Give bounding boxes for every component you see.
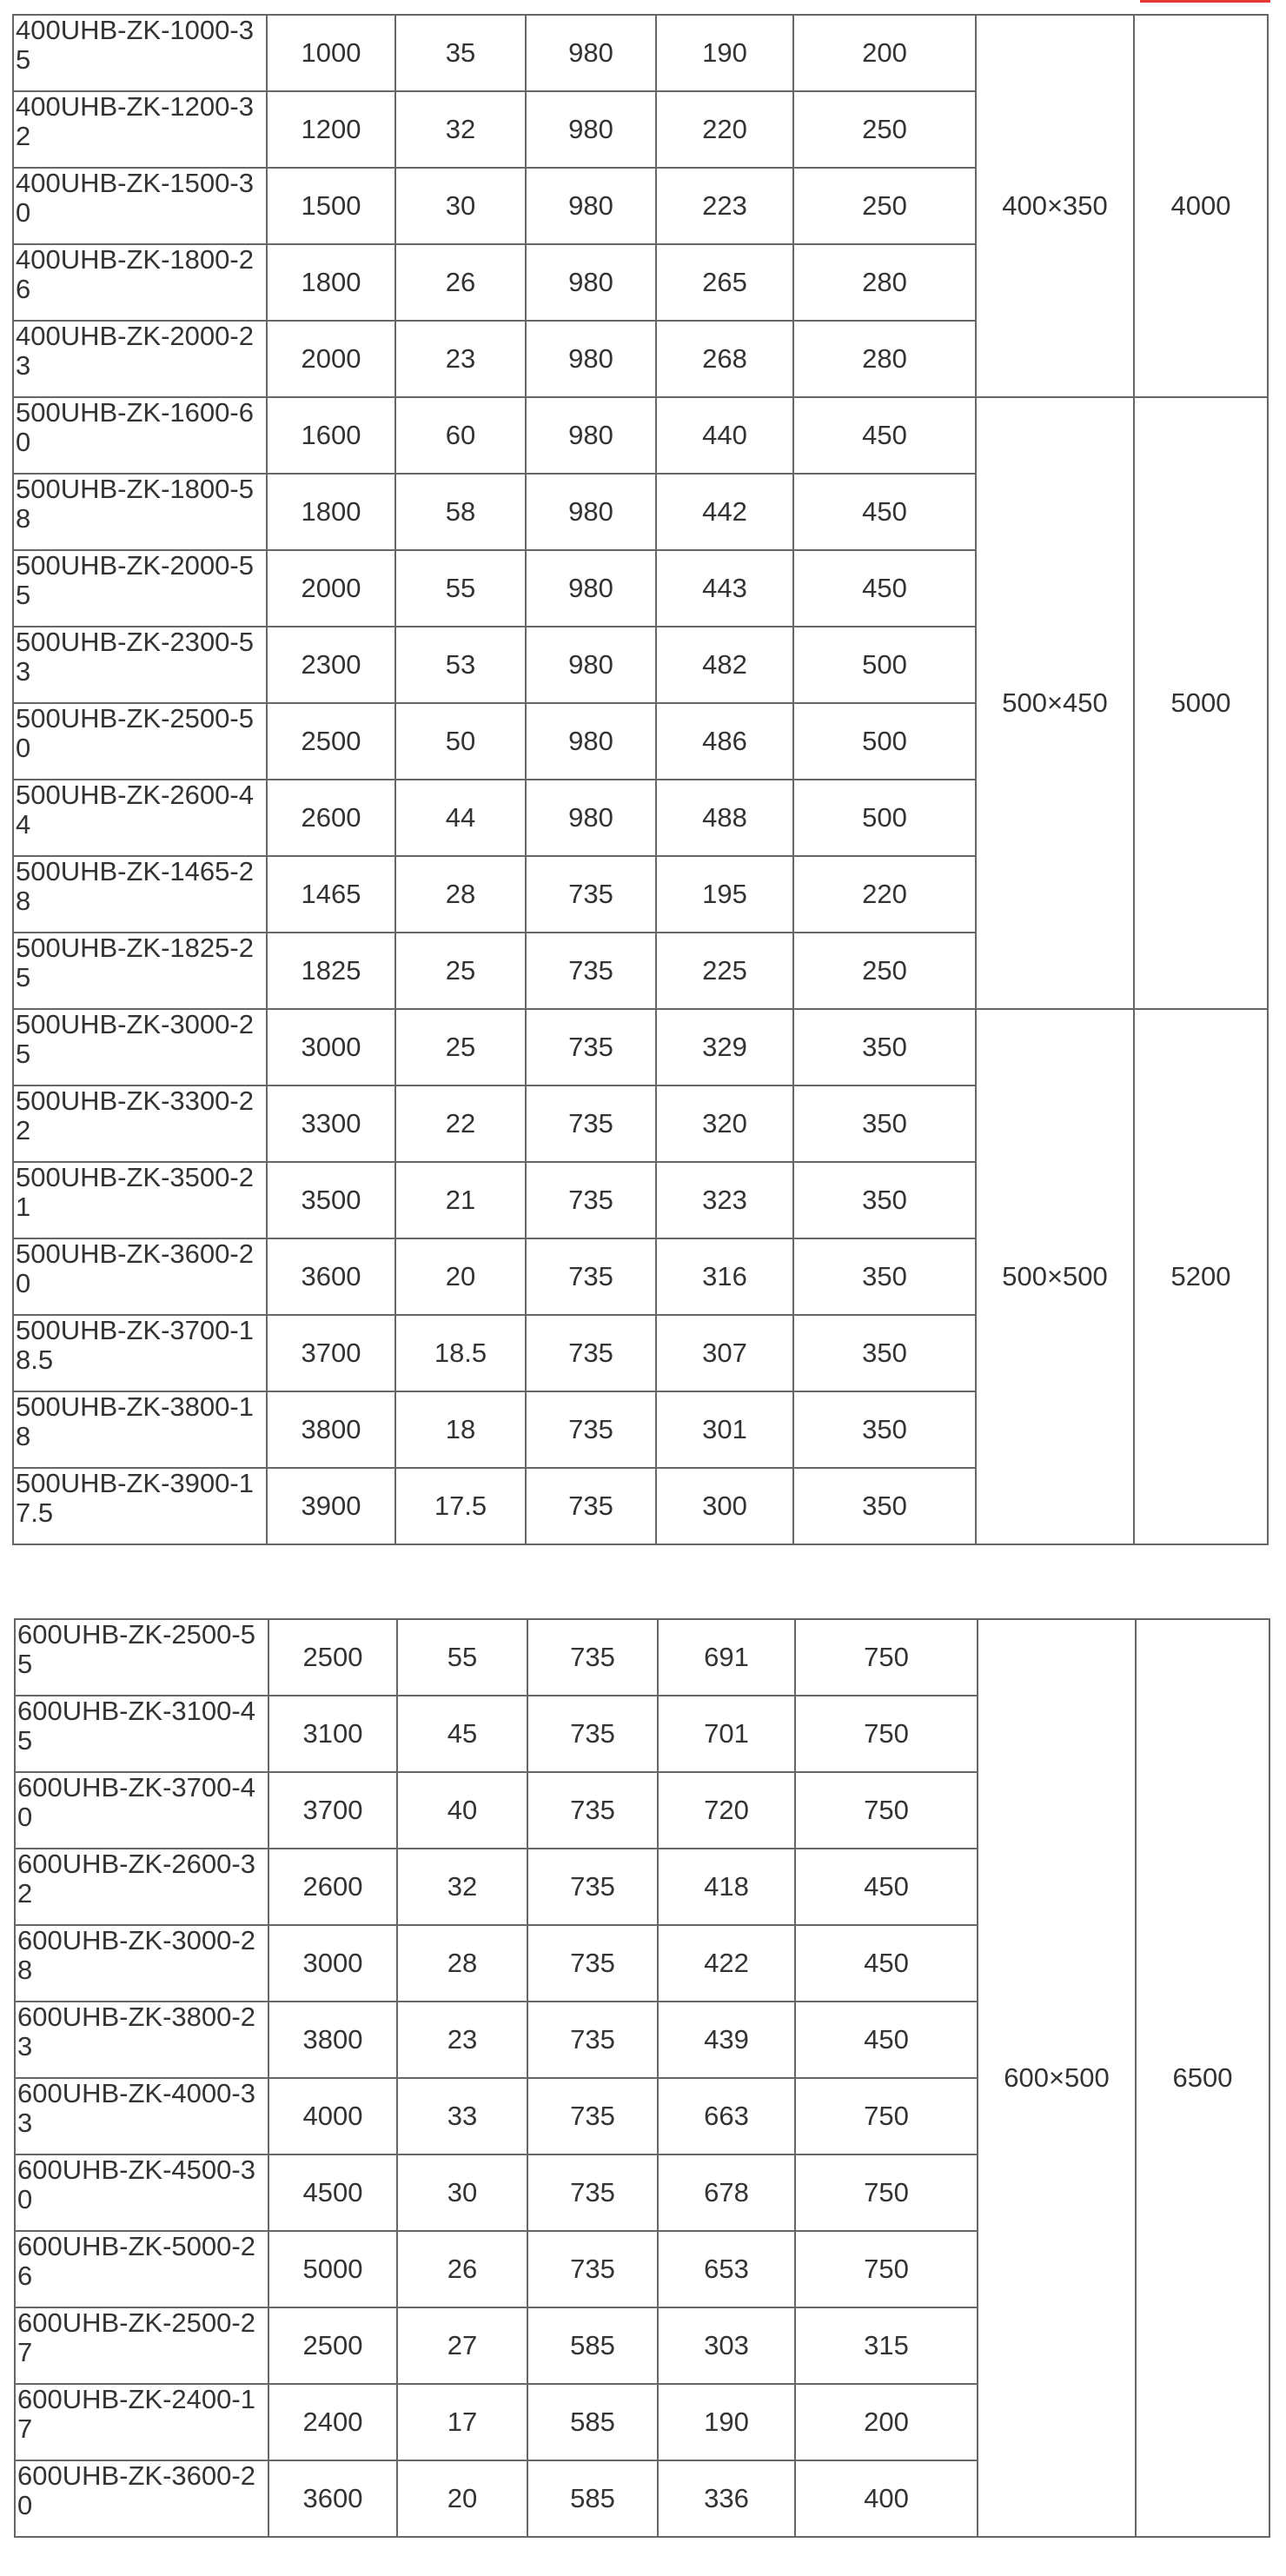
model-cell: 500UHB-ZK-1800-58 <box>13 474 267 550</box>
motor-power-cell: 200 <box>795 2384 978 2460</box>
speed-cell: 735 <box>526 1086 656 1162</box>
head-cell: 20 <box>395 1238 526 1315</box>
model-cell: 600UHB-ZK-3600-20 <box>15 2460 268 2537</box>
speed-cell: 735 <box>527 1925 658 2002</box>
model-cell: 500UHB-ZK-3300-22 <box>13 1086 267 1162</box>
head-cell: 44 <box>395 780 526 856</box>
head-cell: 55 <box>397 1619 527 1696</box>
power-cell: 336 <box>658 2460 795 2537</box>
motor-power-cell: 750 <box>795 2078 978 2154</box>
speed-cell: 980 <box>526 780 656 856</box>
flow-cell: 1800 <box>267 474 395 550</box>
speed-cell: 735 <box>527 1849 658 1925</box>
head-cell: 58 <box>395 474 526 550</box>
power-cell: 223 <box>656 168 793 244</box>
head-cell: 28 <box>395 856 526 933</box>
speed-cell: 735 <box>526 1009 656 1086</box>
flow-cell: 3600 <box>267 1238 395 1315</box>
header-accent-line <box>1140 0 1270 3</box>
power-cell: 663 <box>658 2078 795 2154</box>
motor-power-cell: 200 <box>793 15 976 91</box>
power-cell: 691 <box>658 1619 795 1696</box>
flow-cell: 2600 <box>267 780 395 856</box>
head-cell: 23 <box>395 321 526 397</box>
motor-power-cell: 450 <box>795 2002 978 2078</box>
power-cell: 678 <box>658 2154 795 2231</box>
weight-cell: 6500 <box>1136 1619 1269 2537</box>
flow-cell: 2000 <box>267 550 395 627</box>
head-cell: 17 <box>397 2384 527 2460</box>
model-cell: 400UHB-ZK-2000-23 <box>13 321 267 397</box>
power-cell: 190 <box>656 15 793 91</box>
motor-power-cell: 450 <box>793 474 976 550</box>
power-cell: 320 <box>656 1086 793 1162</box>
table-row <box>13 397 1268 474</box>
speed-cell: 735 <box>527 1772 658 1849</box>
flow-cell: 2500 <box>267 703 395 780</box>
speed-cell: 980 <box>526 168 656 244</box>
power-cell: 301 <box>656 1391 793 1468</box>
model-cell: 600UHB-ZK-2400-17 <box>15 2384 268 2460</box>
power-cell: 482 <box>656 627 793 703</box>
outline-size-cell: 400×350 <box>976 15 1134 397</box>
speed-cell: 735 <box>526 1162 656 1238</box>
flow-cell: 3900 <box>267 1468 395 1544</box>
flow-cell: 1000 <box>267 15 395 91</box>
motor-power-cell: 350 <box>793 1009 976 1086</box>
head-cell: 22 <box>395 1086 526 1162</box>
speed-cell: 735 <box>526 1315 656 1391</box>
table-row <box>13 1009 1268 1086</box>
flow-cell: 3500 <box>267 1162 395 1238</box>
motor-power-cell: 500 <box>793 703 976 780</box>
speed-cell: 735 <box>527 2002 658 2078</box>
head-cell: 27 <box>397 2307 527 2384</box>
motor-power-cell: 280 <box>793 321 976 397</box>
power-cell: 265 <box>656 244 793 321</box>
power-cell: 440 <box>656 397 793 474</box>
weight-cell: 4000 <box>1134 15 1268 397</box>
model-cell: 500UHB-ZK-3900-17.5 <box>13 1468 267 1544</box>
model-cell: 500UHB-ZK-3700-18.5 <box>13 1315 267 1391</box>
speed-cell: 980 <box>526 703 656 780</box>
model-cell: 500UHB-ZK-2500-50 <box>13 703 267 780</box>
model-cell: 600UHB-ZK-4500-30 <box>15 2154 268 2231</box>
motor-power-cell: 450 <box>795 1849 978 1925</box>
model-cell: 500UHB-ZK-3500-21 <box>13 1162 267 1238</box>
speed-cell: 980 <box>526 15 656 91</box>
flow-cell: 2000 <box>267 321 395 397</box>
model-cell: 600UHB-ZK-3800-23 <box>15 2002 268 2078</box>
outline-size-cell: 500×500 <box>976 1009 1134 1544</box>
flow-cell: 2300 <box>267 627 395 703</box>
flow-cell: 3800 <box>268 2002 397 2078</box>
power-cell: 316 <box>656 1238 793 1315</box>
motor-power-cell: 750 <box>795 1772 978 1849</box>
flow-cell: 1600 <box>267 397 395 474</box>
motor-power-cell: 500 <box>793 627 976 703</box>
pump-spec-table-2 <box>14 1618 1270 2538</box>
speed-cell: 585 <box>527 2384 658 2460</box>
power-cell: 701 <box>658 1696 795 1772</box>
model-cell: 600UHB-ZK-2500-55 <box>15 1619 268 1696</box>
head-cell: 25 <box>395 933 526 1009</box>
flow-cell: 3800 <box>267 1391 395 1468</box>
outline-size-cell: 500×450 <box>976 397 1134 1009</box>
speed-cell: 735 <box>526 856 656 933</box>
speed-cell: 735 <box>526 933 656 1009</box>
speed-cell: 980 <box>526 397 656 474</box>
model-cell: 600UHB-ZK-2500-27 <box>15 2307 268 2384</box>
model-cell: 400UHB-ZK-1000-35 <box>13 15 267 91</box>
motor-power-cell: 250 <box>793 91 976 168</box>
power-cell: 720 <box>658 1772 795 1849</box>
speed-cell: 735 <box>527 2154 658 2231</box>
power-cell: 488 <box>656 780 793 856</box>
head-cell: 23 <box>397 2002 527 2078</box>
power-cell: 323 <box>656 1162 793 1238</box>
flow-cell: 4000 <box>268 2078 397 2154</box>
flow-cell: 2500 <box>268 1619 397 1696</box>
flow-cell: 2600 <box>268 1849 397 1925</box>
weight-cell: 5200 <box>1134 1009 1268 1544</box>
head-cell: 18.5 <box>395 1315 526 1391</box>
model-cell: 500UHB-ZK-2000-55 <box>13 550 267 627</box>
speed-cell: 735 <box>526 1238 656 1315</box>
head-cell: 32 <box>395 91 526 168</box>
power-cell: 195 <box>656 856 793 933</box>
model-cell: 500UHB-ZK-3000-25 <box>13 1009 267 1086</box>
power-cell: 486 <box>656 703 793 780</box>
model-cell: 500UHB-ZK-2600-44 <box>13 780 267 856</box>
flow-cell: 1825 <box>267 933 395 1009</box>
power-cell: 190 <box>658 2384 795 2460</box>
model-cell: 400UHB-ZK-1500-30 <box>13 168 267 244</box>
speed-cell: 980 <box>526 627 656 703</box>
motor-power-cell: 750 <box>795 2154 978 2231</box>
power-cell: 303 <box>658 2307 795 2384</box>
flow-cell: 4500 <box>268 2154 397 2231</box>
model-cell: 600UHB-ZK-3100-45 <box>15 1696 268 1772</box>
motor-power-cell: 250 <box>793 933 976 1009</box>
flow-cell: 3700 <box>267 1315 395 1391</box>
motor-power-cell: 250 <box>793 168 976 244</box>
head-cell: 50 <box>395 703 526 780</box>
table-row <box>13 15 1268 91</box>
model-cell: 400UHB-ZK-1200-32 <box>13 91 267 168</box>
motor-power-cell: 400 <box>795 2460 978 2537</box>
power-cell: 329 <box>656 1009 793 1086</box>
power-cell: 220 <box>656 91 793 168</box>
motor-power-cell: 750 <box>795 2231 978 2307</box>
speed-cell: 980 <box>526 550 656 627</box>
model-cell: 500UHB-ZK-3800-18 <box>13 1391 267 1468</box>
power-cell: 442 <box>656 474 793 550</box>
model-cell: 500UHB-ZK-1825-25 <box>13 933 267 1009</box>
motor-power-cell: 315 <box>795 2307 978 2384</box>
head-cell: 18 <box>395 1391 526 1468</box>
speed-cell: 585 <box>527 2460 658 2537</box>
power-cell: 300 <box>656 1468 793 1544</box>
power-cell: 422 <box>658 1925 795 2002</box>
head-cell: 20 <box>397 2460 527 2537</box>
flow-cell: 2400 <box>268 2384 397 2460</box>
table-row <box>15 1619 1269 1696</box>
head-cell: 33 <box>397 2078 527 2154</box>
flow-cell: 3700 <box>268 1772 397 1849</box>
head-cell: 45 <box>397 1696 527 1772</box>
head-cell: 25 <box>395 1009 526 1086</box>
speed-cell: 735 <box>527 2078 658 2154</box>
head-cell: 35 <box>395 15 526 91</box>
speed-cell: 735 <box>527 2231 658 2307</box>
model-cell: 400UHB-ZK-1800-26 <box>13 244 267 321</box>
power-cell: 307 <box>656 1315 793 1391</box>
speed-cell: 980 <box>526 474 656 550</box>
motor-power-cell: 450 <box>795 1925 978 2002</box>
speed-cell: 735 <box>526 1391 656 1468</box>
speed-cell: 735 <box>527 1619 658 1696</box>
power-cell: 443 <box>656 550 793 627</box>
head-cell: 40 <box>397 1772 527 1849</box>
power-cell: 653 <box>658 2231 795 2307</box>
flow-cell: 1500 <box>267 168 395 244</box>
motor-power-cell: 350 <box>793 1391 976 1468</box>
flow-cell: 1465 <box>267 856 395 933</box>
model-cell: 600UHB-ZK-3000-28 <box>15 1925 268 2002</box>
motor-power-cell: 450 <box>793 397 976 474</box>
model-cell: 500UHB-ZK-3600-20 <box>13 1238 267 1315</box>
motor-power-cell: 280 <box>793 244 976 321</box>
head-cell: 28 <box>397 1925 527 2002</box>
power-cell: 439 <box>658 2002 795 2078</box>
head-cell: 17.5 <box>395 1468 526 1544</box>
head-cell: 30 <box>397 2154 527 2231</box>
speed-cell: 980 <box>526 321 656 397</box>
model-cell: 500UHB-ZK-1465-28 <box>13 856 267 933</box>
speed-cell: 735 <box>526 1468 656 1544</box>
motor-power-cell: 350 <box>793 1468 976 1544</box>
model-cell: 600UHB-ZK-2600-32 <box>15 1849 268 1925</box>
head-cell: 30 <box>395 168 526 244</box>
speed-cell: 735 <box>527 1696 658 1772</box>
head-cell: 55 <box>395 550 526 627</box>
motor-power-cell: 750 <box>795 1619 978 1696</box>
motor-power-cell: 750 <box>795 1696 978 1772</box>
flow-cell: 1800 <box>267 244 395 321</box>
motor-power-cell: 500 <box>793 780 976 856</box>
outline-size-cell: 600×500 <box>978 1619 1136 2537</box>
motor-power-cell: 350 <box>793 1315 976 1391</box>
head-cell: 32 <box>397 1849 527 1925</box>
flow-cell: 3100 <box>268 1696 397 1772</box>
flow-cell: 3300 <box>267 1086 395 1162</box>
motor-power-cell: 350 <box>793 1238 976 1315</box>
weight-cell: 5000 <box>1134 397 1268 1009</box>
head-cell: 26 <box>397 2231 527 2307</box>
motor-power-cell: 350 <box>793 1162 976 1238</box>
flow-cell: 3600 <box>268 2460 397 2537</box>
motor-power-cell: 450 <box>793 550 976 627</box>
model-cell: 500UHB-ZK-2300-53 <box>13 627 267 703</box>
motor-power-cell: 350 <box>793 1086 976 1162</box>
speed-cell: 585 <box>527 2307 658 2384</box>
head-cell: 26 <box>395 244 526 321</box>
motor-power-cell: 220 <box>793 856 976 933</box>
model-cell: 600UHB-ZK-4000-33 <box>15 2078 268 2154</box>
flow-cell: 5000 <box>268 2231 397 2307</box>
model-cell: 600UHB-ZK-3700-40 <box>15 1772 268 1849</box>
flow-cell: 3000 <box>268 1925 397 2002</box>
model-cell: 500UHB-ZK-1600-60 <box>13 397 267 474</box>
flow-cell: 3000 <box>267 1009 395 1086</box>
pump-spec-table-1 <box>12 14 1269 1545</box>
flow-cell: 2500 <box>268 2307 397 2384</box>
model-cell: 600UHB-ZK-5000-26 <box>15 2231 268 2307</box>
power-cell: 418 <box>658 1849 795 1925</box>
head-cell: 60 <box>395 397 526 474</box>
power-cell: 268 <box>656 321 793 397</box>
head-cell: 21 <box>395 1162 526 1238</box>
power-cell: 225 <box>656 933 793 1009</box>
speed-cell: 980 <box>526 244 656 321</box>
flow-cell: 1200 <box>267 91 395 168</box>
speed-cell: 980 <box>526 91 656 168</box>
head-cell: 53 <box>395 627 526 703</box>
